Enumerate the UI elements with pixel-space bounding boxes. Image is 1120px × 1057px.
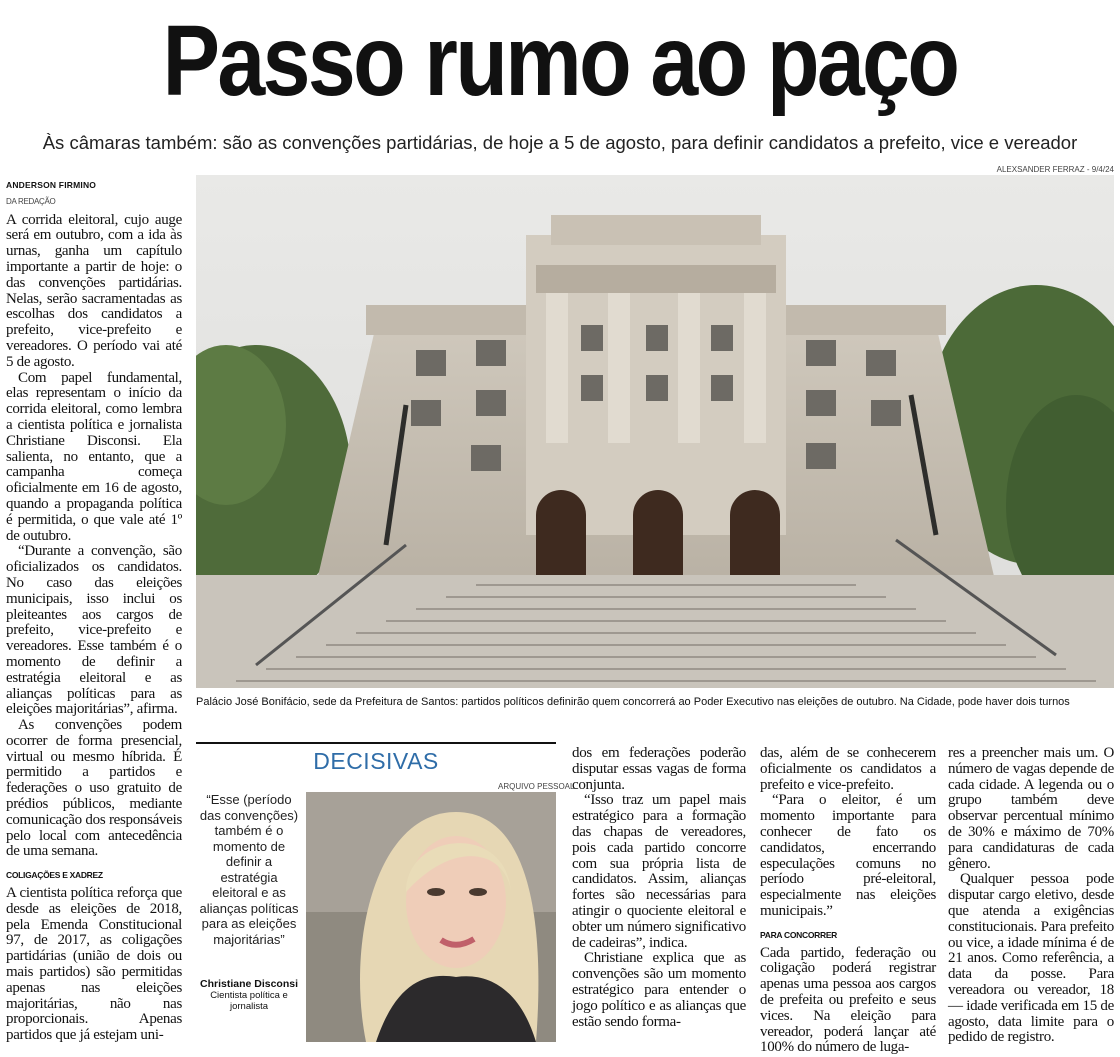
paragraph: Qualquer pessoa pode disputar cargo eletivo, desde que atenda a exigências constitucionais. Para prefeito ou vice, a idade mínima é de 21 anos. Como referência, a data da posse. Para vereadora ou vereador, 18 — idade verificada em 15 de agosto, data limite para o pedido de registro. (948, 871, 1114, 1046)
main-photo (196, 175, 1114, 688)
article-column-3 (572, 746, 746, 1030)
paragraph: das, além de se conhecerem oficialmente os candidatos a prefeito e vice-prefeito. (760, 745, 936, 793)
paragraph: A cientista política reforça que desde as eleições de 2018, pela Emenda Constitucional 97, de 2017, as coligações partidárias (união de dois ou mais partidos) são permitidas apenas nas eleições majoritárias, não nas proporcionais. Apenas partidos que já estejam uni- (6, 885, 182, 1044)
portrait-illustration (306, 792, 556, 1042)
subheadline: Às câmaras também: são as convenções partidárias, de hoje a 5 de agosto, para definir candidatos a prefeito, vice e vereador (42, 132, 1078, 153)
paragraph: A corrida eleitoral, cujo auge será em outubro, com a ida às urnas, ganha um capítulo importante a partir de hoje: o das convenções partidárias. Nelas, serão sacramentadas as escolhas dos candidatos a prefeito, vice-prefeito e vereadores. O período vai até 5 de agosto. (6, 211, 182, 370)
byline-author: ANDERSON FIRMINO (6, 180, 97, 190)
pull-quote: “Esse (período das convenções) também é o momento de definir a estratégia eleitoral e as alianças políticas para as eleições majoritárias” (199, 792, 299, 947)
portrait-credit: ARQUIVO PESSOAL (498, 782, 575, 791)
paragraph: Com papel fundamental, elas representam o início da corrida eleitoral, como lembra a cientista política e jornalista Christiane Disconsi. Ela salienta, no entanto, que a campanha começa oficialmente em 16 de agosto, quando a propaganda política é permitida, o que vale até 1º de outubro. (6, 369, 182, 544)
paragraph: “Para o eleitor, é um momento importante para conhecer de fato os candidatos, encerrando especulações comuns no período pré-eleitoral, especialmente nas eleições municipais.” (760, 792, 936, 919)
paragraph: res a preencher mais um. O número de vagas depende de cada cidade. A legenda ou o grupo também deve observar percentual mínimo de 30% e máximo de 70% para candidaturas de cada gênero. (948, 745, 1114, 872)
photo-credit: ALEXSANDER FERRAZ - 9/4/24 (996, 165, 1114, 174)
article-column-1 (6, 178, 182, 1044)
paragraph: “Isso traz um papel mais estratégico para a formação das chapas de vereadores, pois cada partido concorre com sua própria lista de candidatos. Assim, alianças fortes são necessárias para atingir o quociente eleitoral e obter um número significativo de cadeiras”, indica. (572, 792, 746, 951)
section-subhead: COLIGAÇÕES E XADREZ (6, 870, 103, 881)
portrait-photo (306, 792, 556, 1042)
quote-attribution (196, 978, 302, 1012)
section-subhead: PARA CONCORRER (760, 929, 838, 940)
article-column-5 (948, 746, 1114, 1046)
box-rule (196, 742, 556, 744)
box-title: DECISIVAS (313, 748, 439, 774)
paragraph: dos em federações poderão disputar essas vagas de forma conjunta. (572, 745, 746, 793)
paragraph: “Durante a convenção, são oficializados os candidatos. No caso das eleições municipais, isso inclui os pleiteantes aos cargos de prefeito, vice-prefeito e vereadores. Esse também é o momento de definir a estratégia eleitoral e as alianças políticas para as eleições majoritárias”, afirma. (6, 543, 182, 718)
article-column-4 (760, 746, 936, 1056)
quote-name: Christiane Disconsi (199, 978, 299, 990)
photo-caption: Palácio José Bonifácio, sede da Prefeitura de Santos: partidos políticos definirão quem concorrerá ao Poder Executivo nas eleições de outubro. Na Cidade, pode haver dois turnos (196, 696, 1070, 708)
building-illustration (196, 175, 1114, 688)
quote-role: Cientista política e jornalista (210, 990, 288, 1012)
byline-desk: DA REDAÇÃO (6, 196, 56, 206)
paragraph: Cada partido, federação ou coligação poderá registrar apenas uma pessoa aos cargos de prefeita ou prefeito e seus vices. Na eleição para vereador, poderá lançar até 100% do número de luga- (760, 944, 936, 1056)
paragraph: As convenções podem ocorrer de forma presencial, virtual ou mesmo híbrida. É permitido a partidos e federações o uso gratuito de prédios públicos, mediante comunicação dos responsáveis pelo local com antecedência de uma semana. (6, 717, 182, 860)
paragraph: Christiane explica que as convenções são um momento estratégico para entender o jogo político e as alianças que estão sendo forma- (572, 950, 746, 1030)
headline: Passo rumo ao paço (162, 5, 958, 117)
